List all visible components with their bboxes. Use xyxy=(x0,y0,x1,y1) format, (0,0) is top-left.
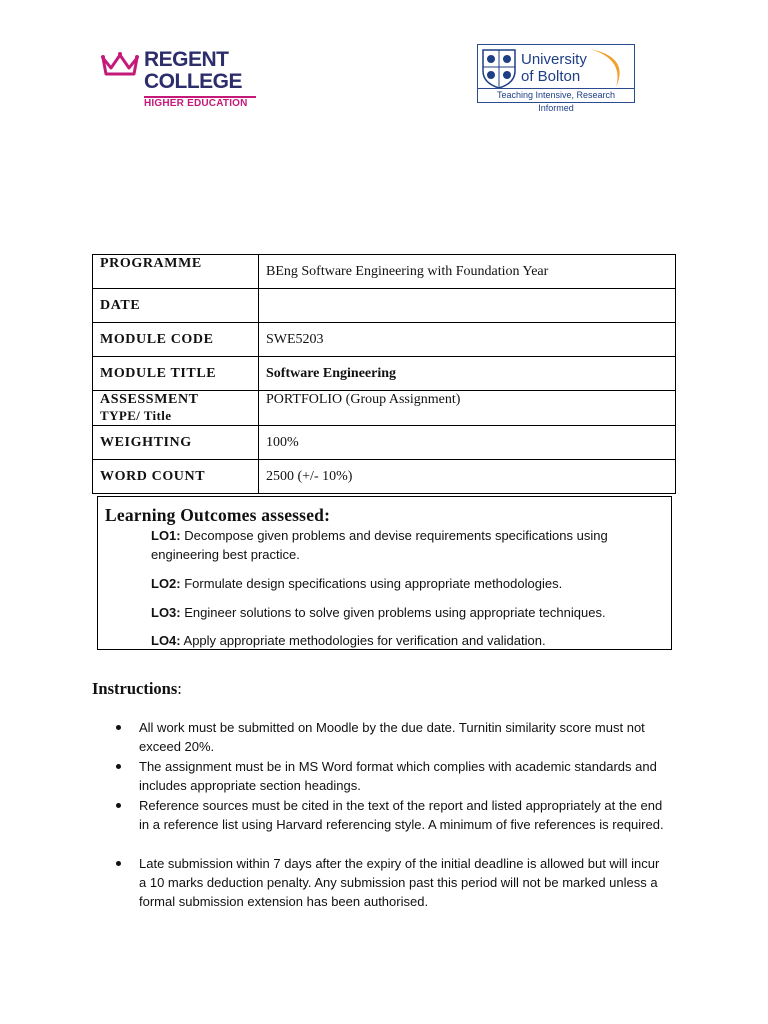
table-row xyxy=(93,323,676,357)
instruction-text: The assignment must be in MS Word format which complies with academic standards and includes appropriate section headings. xyxy=(139,759,657,793)
table-row xyxy=(93,357,676,391)
programme-label: PROGRAMME xyxy=(93,255,259,289)
list-item xyxy=(139,796,669,834)
lo-code: LO3: xyxy=(151,605,181,620)
learning-outcomes-box xyxy=(97,496,672,650)
instruction-text: All work must be submitted on Moodle by the due date. Turnitin similarity score must not exceed 20%. xyxy=(139,720,645,754)
regent-logo-line2: COLLEGE xyxy=(144,70,243,93)
table-row xyxy=(93,460,676,494)
instruction-text: Reference sources must be cited in the text of the report and listed appropriately at the end in a reference list using Harvard referencing style. A minimum of five references is required. xyxy=(139,798,664,832)
lo-text: Engineer solutions to solve given problems using appropriate techniques. xyxy=(180,605,606,620)
learning-outcome-item xyxy=(151,631,661,650)
instructions-title: Instructions xyxy=(92,679,178,698)
crown-icon xyxy=(101,52,139,78)
list-item xyxy=(139,757,669,795)
programme-value: BEng Software Engineering with Foundation Year xyxy=(259,255,676,289)
assessment-label-line2: TYPE/ Title xyxy=(100,408,172,423)
bolton-logo-tagline: Teaching Intensive, Research Informed xyxy=(478,88,634,102)
date-value xyxy=(259,289,676,323)
learning-outcome-item xyxy=(151,603,661,622)
table-row xyxy=(93,255,676,289)
table-row xyxy=(93,391,676,426)
university-shield-icon xyxy=(482,49,516,89)
word-count-label: WORD COUNT xyxy=(93,460,259,494)
table-row xyxy=(93,426,676,460)
swoosh-icon xyxy=(586,47,634,89)
learning-outcomes-title: Learning Outcomes assessed: xyxy=(105,505,331,525)
lo-text: Formulate design specifications using appropriate methodologies. xyxy=(180,576,563,591)
bolton-logo-line1: University xyxy=(521,51,587,68)
lo-text: Apply appropriate methodologies for verification and validation. xyxy=(180,633,546,648)
module-info-table xyxy=(92,254,676,494)
module-code-label: MODULE CODE xyxy=(93,323,259,357)
university-of-bolton-logo xyxy=(477,44,635,113)
module-code-value: SWE5203 xyxy=(259,323,676,357)
module-title-value: Software Engineering xyxy=(259,357,676,391)
learning-outcome-item xyxy=(151,526,661,564)
lo-text: Decompose given problems and devise requirements specifications using engineering best practice. xyxy=(151,528,608,562)
learning-outcome-item xyxy=(151,574,661,593)
weighting-label: WEIGHTING xyxy=(93,426,259,460)
regent-college-logo xyxy=(98,46,258,110)
instructions-colon: : xyxy=(177,679,182,698)
bullet-icon xyxy=(116,725,121,730)
regent-logo-line1: REGENT xyxy=(144,48,229,71)
lo-code: LO4: xyxy=(151,633,181,648)
assessment-type-label xyxy=(93,391,259,426)
list-item xyxy=(139,718,669,756)
instruction-text: Late submission within 7 days after the expiry of the initial deadline is allowed but will incur a 10 marks deduction penalty. Any submission past this period will not be marked unless a formal submission extension has been authorised. xyxy=(139,856,660,909)
lo-code: LO2: xyxy=(151,576,181,591)
date-label: DATE xyxy=(93,289,259,323)
weighting-value: 100% xyxy=(259,426,676,460)
assessment-type-value: PORTFOLIO (Group Assignment) xyxy=(259,391,676,426)
bolton-logo-line2: of Bolton xyxy=(521,68,581,85)
lo-code: LO1: xyxy=(151,528,181,543)
bullet-icon xyxy=(116,764,121,769)
assessment-label-line1: ASSESSMENT xyxy=(100,392,199,407)
list-item xyxy=(139,854,669,911)
bullet-icon xyxy=(116,861,121,866)
table-row xyxy=(93,289,676,323)
instructions-heading xyxy=(92,679,182,699)
word-count-value: 2500 (+/- 10%) xyxy=(259,460,676,494)
module-title-label: MODULE TITLE xyxy=(93,357,259,391)
regent-logo-subtitle: HIGHER EDUCATION xyxy=(144,98,248,109)
bullet-icon xyxy=(116,803,121,808)
